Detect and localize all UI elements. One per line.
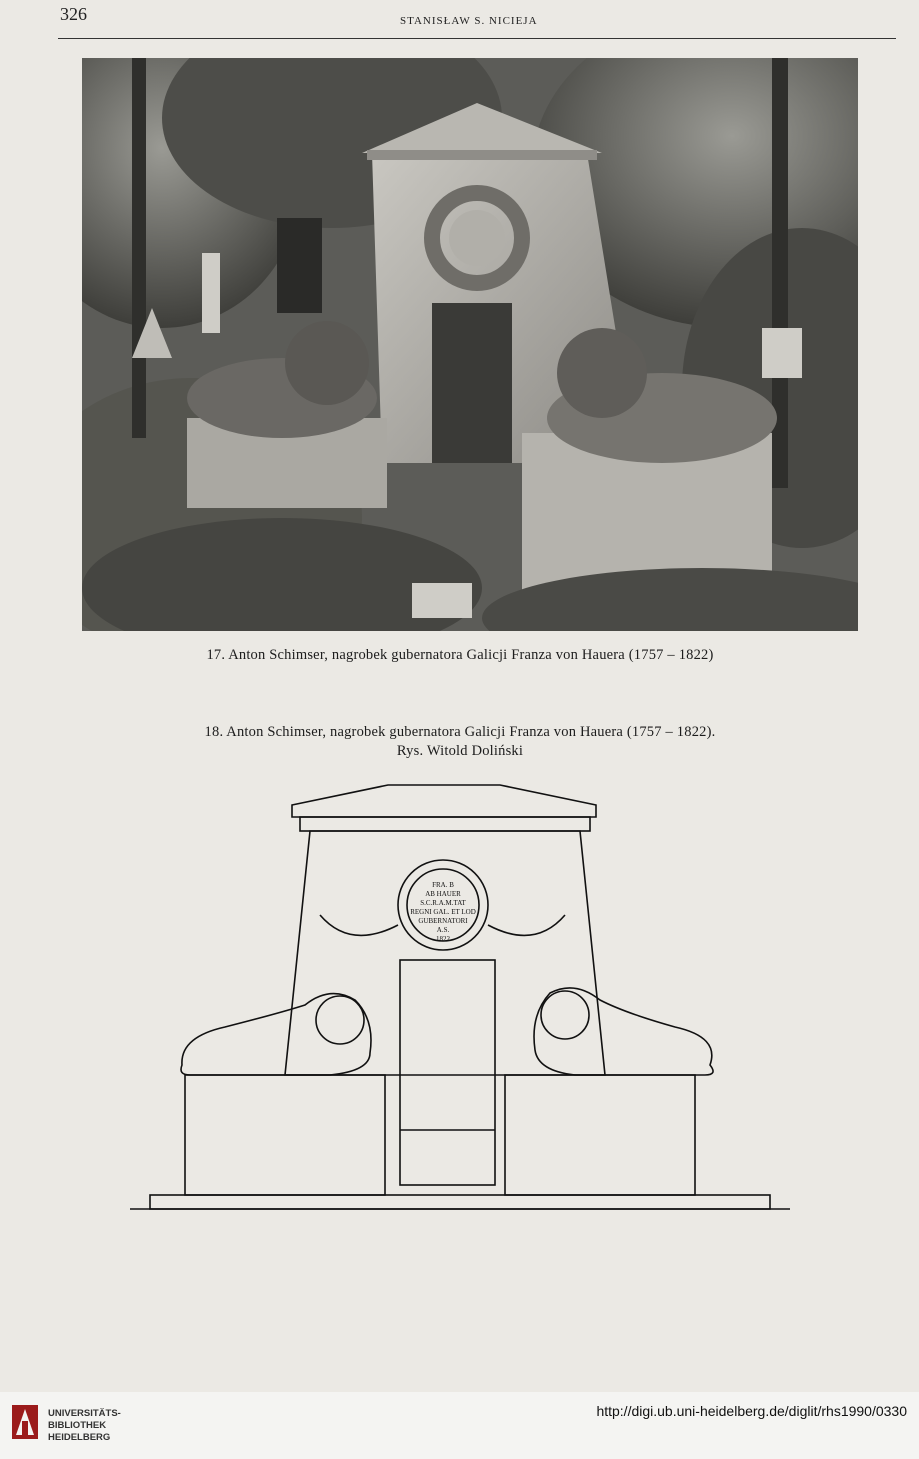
right-lion — [534, 988, 713, 1075]
right-pedestal — [505, 1075, 695, 1195]
tomb-line-drawing — [120, 775, 800, 1215]
base-step — [150, 1195, 770, 1209]
library-name-line: BIBLIOTHEK — [48, 1420, 107, 1431]
figure-18-credit: Rys. Witold Doliński — [396, 743, 524, 759]
page-number: 326 — [60, 4, 87, 24]
inscription-line: A.S. — [436, 926, 450, 934]
inscription-line: REGNI GAL. ET LOD — [410, 908, 476, 916]
figure-17-caption: 17. Anton Schimser, nagrobek gubernatora Galicji Franza von Hauera (1757 – 1822) — [206, 647, 714, 663]
right-garland — [488, 915, 565, 935]
tomb-door — [400, 960, 495, 1185]
left-pedestal — [185, 1075, 385, 1195]
library-name-line: UNIVERSITÄTS- — [48, 1408, 121, 1419]
library-logo-icon — [10, 1401, 40, 1443]
tomb-photograph — [82, 58, 858, 631]
inscription-line: AB HAUER — [425, 890, 461, 898]
inscription-line: S.C.R.A.M.TAT — [420, 899, 466, 907]
library-name-line: HEIDELBERG — [48, 1432, 111, 1443]
permalink-url[interactable]: http://digi.ub.uni-heidelberg.de/diglit/rhs1990/0330 — [596, 1403, 907, 1419]
inscription-line: GUBERNATORI — [418, 917, 468, 925]
figure-18-caption: 18. Anton Schimser, nagrobek gubernatora Galicji Franza von Hauera (1757 – 1822). — [204, 724, 716, 740]
left-lion — [181, 994, 371, 1075]
inscription-line: 1822 — [436, 935, 450, 943]
library-name — [48, 1408, 121, 1444]
tomb-photograph-svg — [82, 58, 858, 631]
running-head-author: STANISŁAW S. NICIEJA — [400, 15, 538, 27]
cornice — [300, 817, 590, 831]
header-rule — [58, 38, 896, 39]
left-garland — [320, 915, 398, 935]
inscription-line: FRA. B — [432, 881, 454, 889]
pediment — [292, 785, 596, 817]
